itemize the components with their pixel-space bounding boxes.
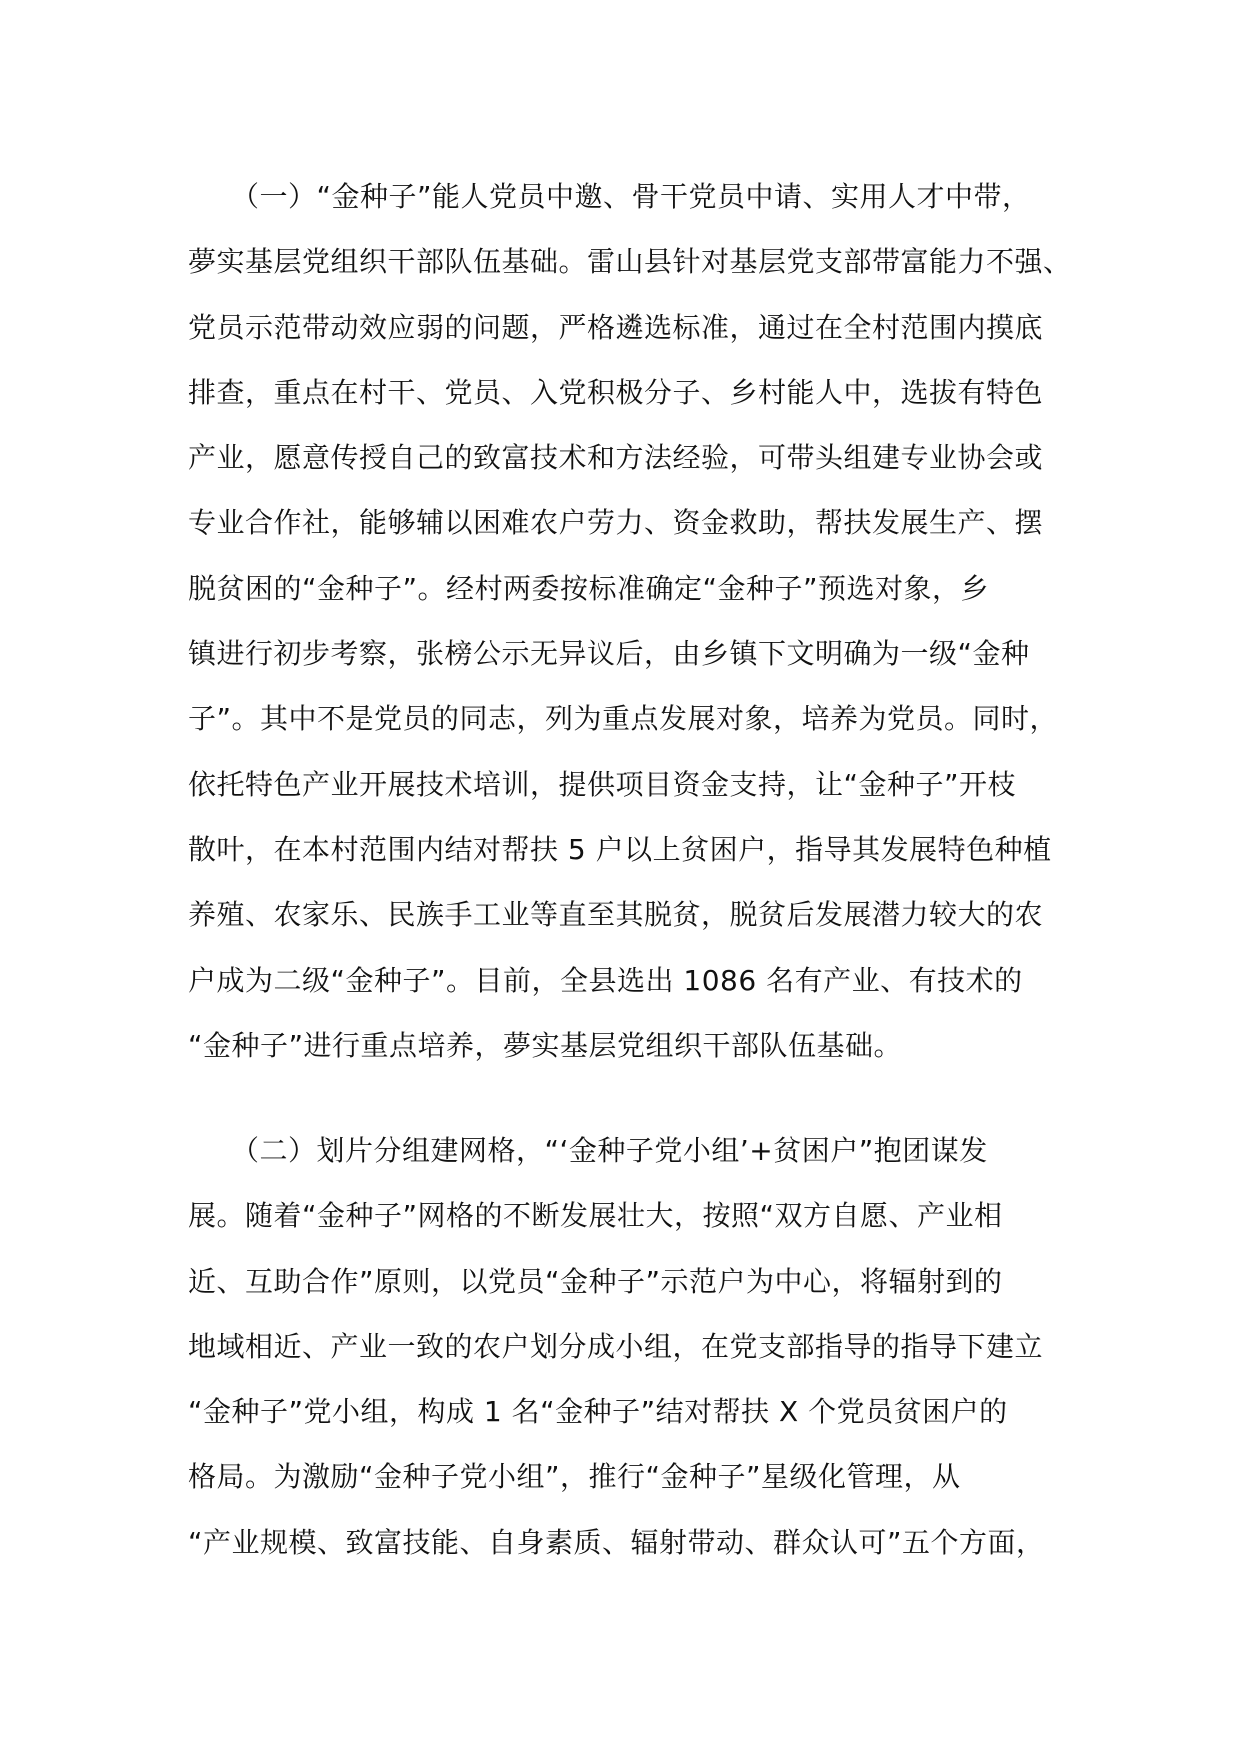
paragraph-line: 子”。其中不是党员的同志，列为重点发展对象，培养为党员。同时，	[188, 702, 1059, 736]
paragraph-line: （一）“金种子”能人党员中邀、骨干党员中请、实用人才中带，	[188, 180, 1031, 213]
paragraph-line: 镇进行初步考察，张榜公示无异议后，由乡镇下文明确为一级“金种	[188, 637, 1030, 671]
paragraph-line: 排查，重点在村干、党员、入党积极分子、乡村能人中，选拔有特色	[188, 375, 1044, 409]
paragraph-line: “金种子”党小组，构成 1 名“金种子”结对帮扶 X 个党员贫困户的	[188, 1395, 1008, 1429]
paragraph-line: 脱贫困的“金种子”。经村两委按标准确定“金种子”预选对象，乡	[188, 571, 990, 605]
paragraph-line: 散叶，在本村范围内结对帮扶 5 户以上贫困户，指导其发展特色种植	[188, 832, 1052, 866]
paragraph-line: （二）划片分组建网格，“‘金种子党小组’+贫困户”抱团谋发	[188, 1134, 988, 1167]
paragraph-line: 夢实基层党组织干部队伍基础。雷山县针对基层党支部带富能力不强、	[188, 245, 1072, 279]
paragraph-line: 养殖、农家乐、民族手工业等直至其脱贫，脱贫后发展潜力较大的农	[188, 898, 1044, 932]
paragraph-line: 户成为二级“金种子”。目前，全县选出 1086 名有产业、有技术的	[188, 963, 1023, 997]
paragraph-line: 地域相近、产业一致的农户划分成小组，在党支部指导的指导下建立	[188, 1329, 1044, 1363]
paragraph-line: 产业，愿意传授自己的致富技术和方法经验，可带头组建专业协会或	[188, 441, 1044, 475]
paragraph-line: 依托特色产业开展技术培训，提供项目资金支持，让“金种子”开枝	[188, 767, 1017, 801]
paragraph-line: 专业合作社，能够辅以困难农户劳力、资金救助，帮扶发展生产、摆	[188, 506, 1044, 540]
paragraph-1	[188, 164, 1072, 1078]
paragraph-line: 展。随着“金种子”网格的不断发展壮大，按照“双方自愿、产业相	[188, 1199, 1003, 1233]
paragraph-line: 近、互助合作”原则，以党员“金种子”示范户为中心，将辐射到的	[188, 1264, 1003, 1298]
paragraph-line: 党员示范带动效应弱的问题，严格遴选标准，通过在全村范围内摸底	[188, 310, 1044, 344]
paragraph-line: “产业规模、致富技能、自身素质、辐射带动、群众认可”五个方面，	[188, 1525, 1045, 1559]
paragraph-line: 格局。为激励“金种子党小组”，推行“金种子”星级化管理，从	[188, 1460, 961, 1494]
paragraph-line: “金种子”进行重点培养，夢实基层党组织干部队伍基础。	[188, 1028, 903, 1062]
paragraph-2	[188, 1118, 1058, 1575]
